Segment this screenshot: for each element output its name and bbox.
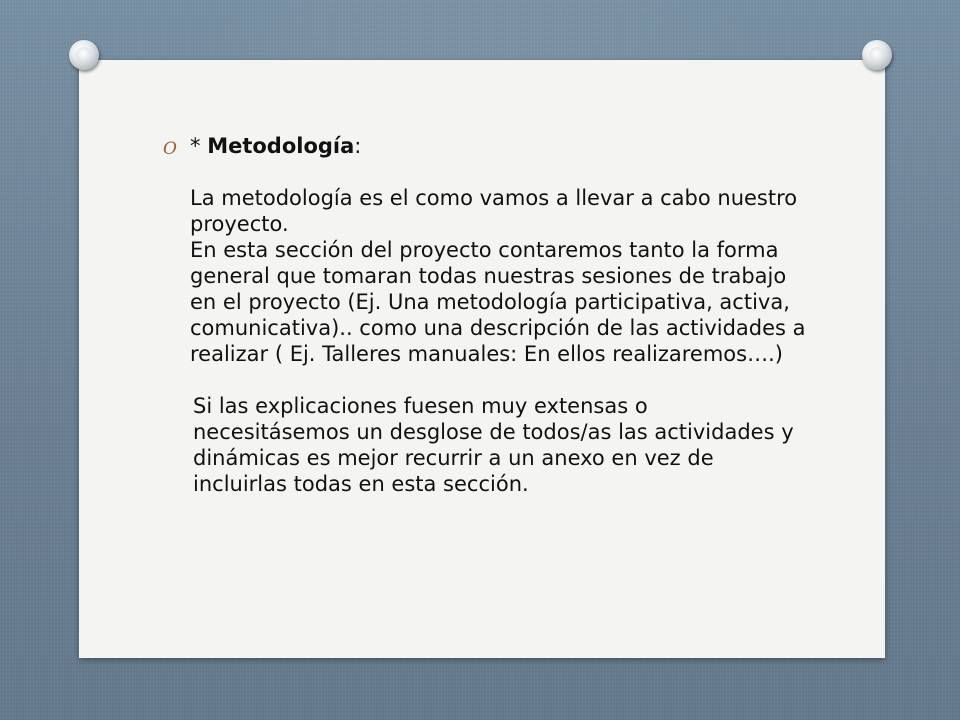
section-heading bbox=[190, 133, 810, 159]
paragraph-intro: La metodología es el como vamos a llevar a cabo nuestro proyecto. bbox=[190, 186, 798, 236]
paragraph-annex-note: Si las explicaciones fuesen muy extensas o necesitásemos un desglose de todos/as las actividades y dinámicas es mejor recurrir a un anexo en vez de incluirlas todas en esta sección. bbox=[193, 394, 794, 496]
heading-word: Metodología bbox=[207, 134, 355, 158]
paragraph-section-description: En esta sección del proyecto contaremos tanto la forma general que tomaran todas nuestras sesiones de trabajo en el proyecto (Ej. Una metodología participativa, activa, comunicativa).. como una descripción de las actividades a realizar ( Ej. Talleres manuales: En ellos realizaremos….) bbox=[190, 238, 806, 366]
heading-suffix: : bbox=[354, 134, 362, 158]
heading-prefix: * bbox=[190, 134, 208, 158]
right-pushpin-icon bbox=[862, 40, 892, 70]
paragraph-spacer bbox=[190, 367, 810, 393]
bullet-icon: O bbox=[163, 139, 177, 159]
left-pushpin-icon bbox=[69, 40, 99, 70]
slide-body bbox=[163, 133, 810, 497]
